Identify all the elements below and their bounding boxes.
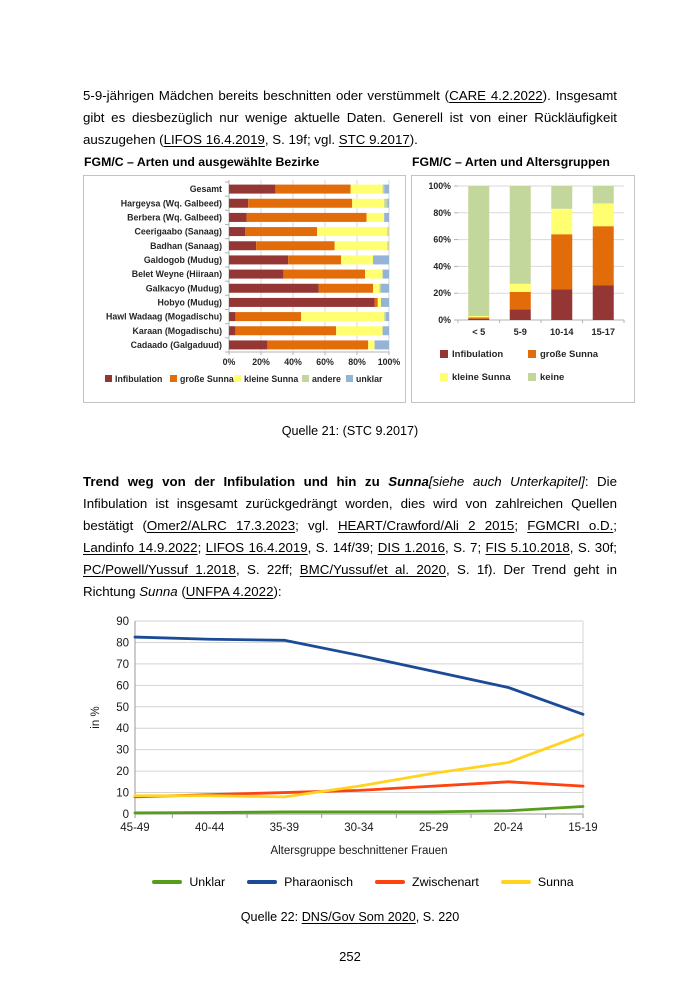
text-run: , S. 22ff; bbox=[235, 562, 300, 577]
tick-label: 20-24 bbox=[493, 822, 524, 834]
text-run: ; bbox=[197, 540, 206, 555]
bar-segment bbox=[275, 185, 350, 194]
bar-segment bbox=[247, 213, 367, 222]
legend-label: keine bbox=[540, 372, 565, 383]
category-label: Hawl Wadaag (Mogadischu) bbox=[106, 311, 222, 322]
bar-segment bbox=[468, 319, 489, 320]
line-chart-legend bbox=[83, 875, 643, 889]
text-run: Quelle 22: bbox=[240, 910, 302, 924]
bar-segment bbox=[468, 317, 489, 318]
text-run: ; vgl. bbox=[295, 518, 338, 533]
bar-segment bbox=[384, 199, 387, 208]
tick-label: 100% bbox=[377, 357, 401, 367]
bar-segment bbox=[229, 284, 319, 293]
bar-segment bbox=[256, 241, 334, 250]
legend-label: Sunna bbox=[537, 875, 574, 889]
bar-segment bbox=[381, 284, 389, 293]
bar-segment bbox=[468, 316, 489, 317]
bar-segment bbox=[235, 312, 301, 321]
bar-segment bbox=[229, 241, 256, 250]
category-label: Galdogob (Mudug) bbox=[143, 254, 222, 265]
citation-link[interactable]: DNS/Gov Som 2020 bbox=[301, 910, 416, 924]
tick-label: 60 bbox=[116, 680, 129, 693]
bar-segment bbox=[593, 226, 614, 285]
bar-segment bbox=[378, 298, 381, 307]
bar-segment bbox=[341, 255, 373, 264]
chart-bezirke-canvas bbox=[84, 176, 403, 400]
bar-segment bbox=[229, 255, 288, 264]
legend-swatch bbox=[170, 375, 177, 382]
bar-segment bbox=[383, 326, 389, 335]
text-run: ). Insgesamt gibt es diesbezüglich nur wenige aktuelle Daten. Generell ist von einer Rückläufigkeit auszugehen ( bbox=[83, 88, 617, 147]
tick-label: 20 bbox=[116, 766, 129, 779]
citation-link[interactable]: BMC/Yussuf/et al. 2020 bbox=[299, 562, 446, 577]
bar-segment bbox=[229, 312, 235, 321]
y-axis-title: in % bbox=[90, 706, 102, 729]
legend-label: Pharaonisch bbox=[284, 875, 354, 889]
category-label: 10-14 bbox=[550, 327, 574, 337]
legend-item-pharaonisch bbox=[247, 875, 353, 889]
legend-line-swatch bbox=[152, 880, 182, 884]
text-run: , S. 7; bbox=[445, 540, 486, 555]
text-run: ). bbox=[409, 132, 418, 147]
citation-link[interactable]: LIFOS 16.4.2019 bbox=[205, 540, 308, 555]
bar-segment bbox=[351, 185, 383, 194]
legend-label: Infibulation bbox=[115, 374, 163, 384]
category-label: 15-17 bbox=[591, 327, 615, 337]
tick-label: 10 bbox=[116, 787, 129, 800]
caption-quelle-21 bbox=[83, 424, 617, 438]
legend-swatch bbox=[528, 350, 536, 358]
category-label: < 5 bbox=[472, 327, 486, 337]
paragraph-intro bbox=[83, 85, 617, 151]
bar-segment bbox=[335, 241, 388, 250]
legend-swatch bbox=[105, 375, 112, 382]
tick-label: 80% bbox=[348, 357, 366, 367]
bar-segment bbox=[229, 199, 248, 208]
legend-label: Zwischenart bbox=[412, 875, 479, 889]
bar-segment bbox=[229, 326, 235, 335]
bar-segment bbox=[248, 199, 352, 208]
text-run: Sunna bbox=[388, 474, 429, 489]
tick-label: 40% bbox=[433, 261, 451, 272]
tick-label: 35-39 bbox=[269, 822, 300, 834]
tick-label: 30-34 bbox=[344, 822, 374, 834]
tick-label: 90 bbox=[116, 616, 129, 628]
chart-trend bbox=[83, 612, 643, 889]
legend-item-sunna bbox=[501, 875, 574, 889]
bar-segment bbox=[373, 284, 379, 293]
chart-altersgruppen-canvas bbox=[412, 176, 632, 400]
bar-segment bbox=[384, 185, 389, 194]
legend-swatch bbox=[234, 375, 241, 382]
bar-segment bbox=[229, 185, 275, 194]
text-run: ; bbox=[514, 518, 528, 533]
legend-swatch bbox=[346, 375, 353, 382]
text-run: ; bbox=[613, 518, 617, 533]
bar-segment bbox=[468, 186, 489, 316]
bar-segment bbox=[379, 284, 381, 293]
line-series-pharaonisch bbox=[135, 637, 583, 714]
legend-label: andere bbox=[312, 374, 341, 384]
text-run: , S. 30f; bbox=[569, 540, 617, 555]
bar-segment bbox=[551, 234, 572, 289]
legend-swatch bbox=[302, 375, 309, 382]
bar-segment bbox=[229, 213, 247, 222]
legend-swatch bbox=[528, 373, 536, 381]
citation-link[interactable]: STC 9.2017 bbox=[338, 132, 410, 147]
text-run: , S. 220 bbox=[415, 910, 460, 924]
category-label: Karaan (Mogadischu) bbox=[132, 325, 222, 336]
legend-line-swatch bbox=[247, 880, 277, 884]
bar-segment bbox=[510, 309, 531, 320]
text-run: , S. 19f; vgl. bbox=[264, 132, 339, 147]
chart-trend-canvas bbox=[83, 612, 643, 860]
category-label: Belet Weyne (Hiiraan) bbox=[131, 269, 222, 280]
bar-segment bbox=[245, 227, 317, 236]
bar-segment bbox=[387, 227, 389, 236]
bar-segment bbox=[375, 340, 389, 349]
category-label: Cadaado (Galgaduud) bbox=[130, 339, 222, 350]
bar-segment bbox=[288, 255, 341, 264]
charts-row bbox=[83, 155, 631, 403]
caption-quelle-22 bbox=[83, 910, 617, 924]
tick-label: 50 bbox=[116, 701, 129, 714]
tick-label: 0 bbox=[122, 809, 129, 821]
category-label: Badhan (Sanaag) bbox=[150, 240, 222, 251]
legend-line-swatch bbox=[501, 880, 531, 884]
tick-label: 60% bbox=[433, 234, 451, 245]
tick-label: 0% bbox=[438, 315, 451, 325]
bar-segment bbox=[510, 292, 531, 309]
paragraph-trend bbox=[83, 471, 617, 603]
citation-link[interactable]: Landinfo 14.9.2022 bbox=[83, 540, 198, 555]
x-axis-title: Altersgruppe beschnittener Frauen bbox=[270, 845, 448, 857]
legend-label: unklar bbox=[356, 374, 383, 384]
tick-label: 80% bbox=[433, 207, 451, 218]
bar-segment bbox=[383, 185, 385, 194]
bar-segment bbox=[593, 285, 614, 320]
legend-label: große Sunna bbox=[540, 349, 599, 360]
tick-label: 30 bbox=[116, 744, 129, 757]
tick-label: 80 bbox=[116, 637, 129, 650]
category-label: Berbera (Wq. Galbeed) bbox=[127, 212, 222, 223]
legend-item-unklar bbox=[152, 875, 225, 889]
tick-label: 60% bbox=[316, 357, 334, 367]
bar-segment bbox=[387, 199, 389, 208]
citation-link[interactable]: Omer2/ALRC 17.3.2023 bbox=[146, 518, 296, 533]
tick-label: 40 bbox=[116, 723, 129, 736]
legend-label: Infibulation bbox=[452, 349, 504, 360]
citation-link[interactable]: LIFOS 16.4.2019 bbox=[163, 132, 265, 147]
chart-altersgruppen bbox=[411, 175, 635, 403]
line-series-sunna bbox=[135, 735, 583, 797]
bar-segment bbox=[283, 270, 365, 279]
text-run: Sunna bbox=[139, 584, 178, 599]
citation-link[interactable]: FGMCRI o.D. bbox=[527, 518, 614, 533]
tick-label: 40-44 bbox=[194, 822, 225, 834]
legend-swatch bbox=[440, 350, 448, 358]
bar-segment bbox=[336, 326, 382, 335]
bar-segment bbox=[365, 270, 383, 279]
tick-label: 0% bbox=[222, 357, 236, 367]
tick-label: 20% bbox=[433, 288, 451, 299]
legend-label: kleine Sunna bbox=[452, 372, 511, 383]
category-label: Gesamt bbox=[189, 184, 222, 195]
category-label: 5-9 bbox=[513, 327, 527, 337]
citation-link[interactable]: FIS 5.10.2018 bbox=[485, 540, 570, 555]
tick-label: 25-29 bbox=[418, 822, 449, 834]
citation-link[interactable]: UNFPA 4.2022 bbox=[185, 584, 274, 599]
text-run: Trend weg von der Infibulation und hin zu bbox=[83, 474, 389, 489]
citation-link[interactable]: HEART/Crawford/Ali 2 2015 bbox=[337, 518, 515, 533]
legend-label: kleine Sunna bbox=[244, 374, 299, 384]
tick-label: 20% bbox=[252, 357, 270, 367]
chart-title-altersgruppen: FGM/C – Arten und Altersgruppen bbox=[412, 155, 610, 169]
tick-label: 45-49 bbox=[120, 822, 150, 834]
legend-label: Unklar bbox=[189, 875, 226, 889]
text-run: ( bbox=[177, 584, 186, 599]
bar-segment bbox=[381, 298, 389, 307]
text-run: ): bbox=[273, 584, 282, 599]
chart-block-bezirke bbox=[83, 155, 406, 403]
legend-item-zwischenart bbox=[375, 875, 479, 889]
bar-segment bbox=[510, 186, 531, 284]
tick-label: 100% bbox=[428, 181, 451, 191]
citation-link[interactable]: CARE 4.2.2022 bbox=[449, 88, 543, 103]
bar-segment bbox=[229, 340, 267, 349]
chart-block-altersgruppen bbox=[411, 155, 635, 403]
bar-segment bbox=[551, 186, 572, 209]
text-run: Quelle 21: (STC 9.2017) bbox=[281, 424, 419, 438]
bar-segment bbox=[551, 209, 572, 234]
tick-label: 15-19 bbox=[568, 822, 598, 834]
bar-segment bbox=[387, 241, 389, 250]
bar-segment bbox=[384, 312, 386, 321]
bar-segment bbox=[317, 227, 387, 236]
legend-line-swatch bbox=[375, 880, 405, 884]
category-label: Galkacyo (Mudug) bbox=[145, 283, 222, 294]
bar-segment bbox=[229, 298, 375, 307]
bar-segment bbox=[386, 312, 389, 321]
text-run: , S. 14f/39; bbox=[307, 540, 378, 555]
citation-link[interactable]: PC/Powell/Yussuf 1.2018 bbox=[83, 562, 236, 577]
bar-segment bbox=[368, 340, 374, 349]
tick-label: 70 bbox=[116, 658, 129, 671]
chart-bezirke bbox=[83, 175, 406, 403]
citation-link[interactable]: DIS 1.2016 bbox=[377, 540, 445, 555]
text-run: [siehe auch Unterkapitel] bbox=[428, 474, 585, 489]
page-number: 252 bbox=[339, 949, 361, 964]
line-series-unklar bbox=[135, 806, 583, 812]
bar-segment bbox=[384, 213, 389, 222]
bar-segment bbox=[373, 255, 389, 264]
bar-segment bbox=[229, 227, 245, 236]
category-label: Ceerigaabo (Sanaag) bbox=[134, 226, 222, 237]
text-run: 5-9-jährigen Mädchen bereits beschnitten oder verstümmelt ( bbox=[83, 88, 450, 103]
legend-label: große Sunna bbox=[180, 374, 234, 384]
text-run: , S. 1f). Der Trend geht in Richtung bbox=[83, 562, 617, 599]
bar-segment bbox=[235, 326, 336, 335]
bar-segment bbox=[510, 284, 531, 292]
bar-segment bbox=[229, 270, 283, 279]
bar-segment bbox=[593, 186, 614, 203]
bar-segment bbox=[367, 213, 385, 222]
category-label: Hobyo (Mudug) bbox=[157, 297, 222, 308]
bar-segment bbox=[319, 284, 373, 293]
bar-segment bbox=[267, 340, 368, 349]
bar-segment bbox=[593, 203, 614, 226]
chart-title-bezirke: FGM/C – Arten und ausgewählte Bezirke bbox=[84, 155, 320, 169]
text-run: : Die Infibulation ist insgesamt zurückgedrängt worden, dies wird von zahlreichen Quellen bestätigt ( bbox=[83, 474, 617, 533]
bar-segment bbox=[551, 289, 572, 320]
bar-segment bbox=[383, 270, 389, 279]
tick-label: 40% bbox=[284, 357, 302, 367]
category-label: Hargeysa (Wq. Galbeed) bbox=[120, 198, 222, 209]
bar-segment bbox=[301, 312, 384, 321]
bar-segment bbox=[375, 298, 378, 307]
legend-swatch bbox=[440, 373, 448, 381]
bar-segment bbox=[352, 199, 384, 208]
